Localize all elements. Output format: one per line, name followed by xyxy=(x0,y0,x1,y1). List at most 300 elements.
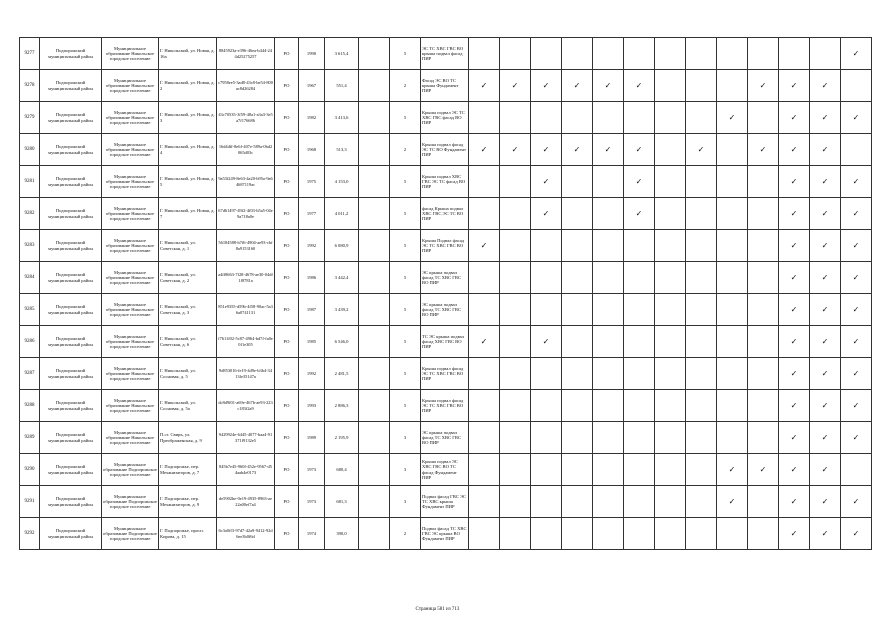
empty-check-cell xyxy=(562,486,593,518)
table-row xyxy=(20,38,872,70)
district-cell: Подпорожский муниципальный район xyxy=(40,390,102,422)
empty-check-cell xyxy=(500,326,531,358)
municipality-cell: Муниципальное образование Подпорожское городское поселение xyxy=(102,486,159,518)
year-cell: 1985 xyxy=(299,326,325,358)
row-number: 9288 xyxy=(20,390,40,422)
empty-check-cell xyxy=(562,326,593,358)
empty-check-cell xyxy=(593,102,624,134)
year-cell: 1989 xyxy=(299,422,325,454)
municipality-cell: Муниципальное образование Никольское городское поселение xyxy=(102,262,159,294)
area-cell: 4 011,2 xyxy=(325,198,359,230)
check-mark-icon: ✓ xyxy=(841,198,872,230)
table-row xyxy=(20,518,872,550)
district-cell: Подпорожский муниципальный район xyxy=(40,38,102,70)
address-cell: П.ст. Свирь, ул. Преображенская, д. 9 xyxy=(159,422,217,454)
empty-check-cell xyxy=(531,486,562,518)
empty-check-cell xyxy=(655,486,686,518)
row-number: 9287 xyxy=(20,358,40,390)
empty-cell xyxy=(359,166,390,198)
row-number: 9279 xyxy=(20,102,40,134)
empty-check-cell xyxy=(655,230,686,262)
empty-check-cell xyxy=(593,390,624,422)
check-mark-icon: ✓ xyxy=(810,70,841,102)
municipality-cell: Муниципальное образование Никольское городское поселение xyxy=(102,198,159,230)
empty-check-cell xyxy=(531,422,562,454)
empty-check-cell xyxy=(469,38,500,70)
work-types-cell: ТС ЭС крыша подвал фасад ХВС ГВС ВО ПИР xyxy=(421,326,469,358)
row-number: 9277 xyxy=(20,38,40,70)
table-row xyxy=(20,390,872,422)
work-types-cell: ЭС ТС ХВС ГВС ВО крыша подвал фасад ПИР xyxy=(421,38,469,70)
empty-cell xyxy=(359,198,390,230)
district-cell: Подпорожский муниципальный район xyxy=(40,166,102,198)
district-cell: Подпорожский муниципальный район xyxy=(40,326,102,358)
empty-check-cell xyxy=(624,262,655,294)
municipality-cell: Муниципальное образование Никольское городское поселение xyxy=(102,102,159,134)
work-types-cell: Фасад ЭС ВО ТС крыша Фундамент ПИР xyxy=(421,70,469,102)
empty-check-cell xyxy=(841,454,872,486)
address-cell: Г. Никольский, ул. Сосновая, д. 5 xyxy=(159,358,217,390)
empty-check-cell xyxy=(500,166,531,198)
empty-check-cell xyxy=(531,390,562,422)
empty-check-cell xyxy=(748,102,779,134)
row-number: 9285 xyxy=(20,294,40,326)
address-cell: Г. Никольский, ул. Советская, д. 2 xyxy=(159,262,217,294)
empty-check-cell xyxy=(748,198,779,230)
work-types-cell: Крыша подвал фасад ЭС ТС ХВС ГВС ВО ПИР xyxy=(421,390,469,422)
check-mark-icon: ✓ xyxy=(810,454,841,486)
work-types-cell: Крыша подвал ЭС ХВС ГВС ВО ТС фасад Фундамент ПИР xyxy=(421,454,469,486)
area-cell: 6 546,0 xyxy=(325,326,359,358)
floors-cell: 5 xyxy=(390,102,421,134)
empty-cell xyxy=(359,134,390,166)
type-cell: РО xyxy=(275,70,299,102)
year-cell: 1990 xyxy=(299,38,325,70)
district-cell: Подпорожский муниципальный район xyxy=(40,518,102,550)
work-types-cell: ЭС крыша подвал фасад ТС ХВС ГВС ВО ПИР xyxy=(421,294,469,326)
check-mark-icon: ✓ xyxy=(469,326,500,358)
empty-check-cell xyxy=(748,486,779,518)
empty-check-cell xyxy=(500,454,531,486)
building-id-cell: 56184588-b7f6-4904-ae93-cbf8a9153160 xyxy=(217,230,275,262)
row-number: 9283 xyxy=(20,230,40,262)
empty-check-cell xyxy=(531,262,562,294)
empty-check-cell xyxy=(686,326,717,358)
row-number: 9278 xyxy=(20,70,40,102)
empty-check-cell xyxy=(655,262,686,294)
check-mark-icon: ✓ xyxy=(593,134,624,166)
address-cell: Г. Никольский, ул. Новая, д. 16а xyxy=(159,38,217,70)
empty-check-cell xyxy=(500,422,531,454)
empty-check-cell xyxy=(748,326,779,358)
area-cell: 680,4 xyxy=(325,454,359,486)
empty-check-cell xyxy=(624,422,655,454)
table-row xyxy=(20,198,872,230)
building-id-cell: de5902be-0e19-4935-8963-ae22a00ef7a4 xyxy=(217,486,275,518)
empty-check-cell xyxy=(531,102,562,134)
check-mark-icon: ✓ xyxy=(469,70,500,102)
empty-check-cell xyxy=(655,102,686,134)
check-mark-icon: ✓ xyxy=(531,326,562,358)
floors-cell: 5 xyxy=(390,390,421,422)
empty-check-cell xyxy=(500,390,531,422)
district-cell: Подпорожский муниципальный район xyxy=(40,454,102,486)
empty-check-cell xyxy=(500,102,531,134)
table-row xyxy=(20,166,872,198)
address-cell: Г. Никольский, ул. Советская, д. 1 xyxy=(159,230,217,262)
check-mark-icon: ✓ xyxy=(531,134,562,166)
check-mark-icon: ✓ xyxy=(500,134,531,166)
empty-check-cell xyxy=(593,166,624,198)
check-mark-icon: ✓ xyxy=(841,102,872,134)
check-mark-icon: ✓ xyxy=(779,326,810,358)
empty-cell xyxy=(359,70,390,102)
empty-check-cell xyxy=(562,262,593,294)
check-mark-icon: ✓ xyxy=(779,70,810,102)
empty-check-cell xyxy=(717,518,748,550)
check-mark-icon: ✓ xyxy=(686,134,717,166)
empty-cell xyxy=(359,294,390,326)
check-mark-icon: ✓ xyxy=(841,518,872,550)
address-cell: Г. Никольский, ул. Новая, д. 3 xyxy=(159,102,217,134)
empty-check-cell xyxy=(624,102,655,134)
municipality-cell: Муниципальное образование Никольское городское поселение xyxy=(102,358,159,390)
empty-check-cell xyxy=(624,38,655,70)
empty-check-cell xyxy=(593,198,624,230)
empty-check-cell xyxy=(469,454,500,486)
building-id-cell: 9429924e-6445-4077-baa4-91371f9132e5 xyxy=(217,422,275,454)
floors-cell: 5 xyxy=(390,326,421,358)
empty-check-cell xyxy=(655,518,686,550)
district-cell: Подпорожский муниципальный район xyxy=(40,486,102,518)
district-cell: Подпорожский муниципальный район xyxy=(40,198,102,230)
municipality-cell: Муниципальное образование Никольское городское поселение xyxy=(102,166,159,198)
empty-cell xyxy=(359,454,390,486)
empty-check-cell xyxy=(686,70,717,102)
check-mark-icon: ✓ xyxy=(810,390,841,422)
row-number: 9291 xyxy=(20,486,40,518)
row-number: 9290 xyxy=(20,454,40,486)
type-cell: РО xyxy=(275,390,299,422)
address-cell: Г. Никольский, ул. Новая, д. 2 xyxy=(159,70,217,102)
address-cell: Г. Никольский, ул. Советская, д. 6 xyxy=(159,326,217,358)
table-row xyxy=(20,134,872,166)
empty-check-cell xyxy=(500,198,531,230)
empty-check-cell xyxy=(562,102,593,134)
check-mark-icon: ✓ xyxy=(531,198,562,230)
type-cell: РО xyxy=(275,294,299,326)
empty-check-cell xyxy=(748,38,779,70)
check-mark-icon: ✓ xyxy=(779,198,810,230)
empty-check-cell xyxy=(686,102,717,134)
type-cell: РО xyxy=(275,198,299,230)
area-cell: 551,4 xyxy=(325,70,359,102)
empty-check-cell xyxy=(686,294,717,326)
check-mark-icon: ✓ xyxy=(748,70,779,102)
empty-check-cell xyxy=(624,454,655,486)
table-row xyxy=(20,454,872,486)
empty-check-cell xyxy=(593,230,624,262)
district-cell: Подпорожский муниципальный район xyxy=(40,134,102,166)
check-mark-icon: ✓ xyxy=(624,70,655,102)
empty-check-cell xyxy=(500,262,531,294)
row-number: 9281 xyxy=(20,166,40,198)
empty-check-cell xyxy=(717,326,748,358)
row-number: 9289 xyxy=(20,422,40,454)
area-cell: 2 886,3 xyxy=(325,390,359,422)
address-cell: Г. Подпорожье, просп. Кирова, д. 15 xyxy=(159,518,217,550)
building-id-cell: f7611f02-5c87-4964-bd7f-fa0e0f1e305 xyxy=(217,326,275,358)
type-cell: РО xyxy=(275,454,299,486)
address-cell: Г. Никольский, ул. Новая, д. 7 xyxy=(159,198,217,230)
work-types-cell: Крыша подвал ЭС ТС ХВС ГВС фасад ВО ПИР xyxy=(421,102,469,134)
row-number: 9286 xyxy=(20,326,40,358)
municipality-cell: Муниципальное образование Никольское городское поселение xyxy=(102,422,159,454)
check-mark-icon: ✓ xyxy=(779,166,810,198)
area-cell: 390,0 xyxy=(325,518,359,550)
building-id-cell: 16d4dff-8e6f-407e-589a-0bd2065d03c xyxy=(217,134,275,166)
check-mark-icon: ✓ xyxy=(624,134,655,166)
check-mark-icon: ✓ xyxy=(810,198,841,230)
check-mark-icon: ✓ xyxy=(562,134,593,166)
year-cell: 1973 xyxy=(299,486,325,518)
empty-check-cell xyxy=(748,294,779,326)
empty-check-cell xyxy=(717,390,748,422)
type-cell: РО xyxy=(275,358,299,390)
check-mark-icon: ✓ xyxy=(810,294,841,326)
check-mark-icon: ✓ xyxy=(841,358,872,390)
check-mark-icon: ✓ xyxy=(810,262,841,294)
area-cell: 681,3 xyxy=(325,486,359,518)
building-id-cell: 67d61497-49f2-4f03-b5a5-04e9a718a0e xyxy=(217,198,275,230)
check-mark-icon: ✓ xyxy=(779,486,810,518)
year-cell: 1992 xyxy=(299,230,325,262)
table-row xyxy=(20,422,872,454)
empty-check-cell xyxy=(686,38,717,70)
empty-check-cell xyxy=(686,486,717,518)
district-cell: Подпорожский муниципальный район xyxy=(40,102,102,134)
municipality-cell: Муниципальное образование Никольское городское поселение xyxy=(102,230,159,262)
empty-check-cell xyxy=(500,486,531,518)
empty-check-cell xyxy=(562,518,593,550)
empty-cell xyxy=(359,422,390,454)
empty-check-cell xyxy=(717,294,748,326)
empty-check-cell xyxy=(562,390,593,422)
district-cell: Подпорожский муниципальный район xyxy=(40,262,102,294)
check-mark-icon: ✓ xyxy=(779,518,810,550)
check-mark-icon: ✓ xyxy=(779,294,810,326)
empty-check-cell xyxy=(469,102,500,134)
building-id-cell: 851e9355-d59b-4f58-90ac-5a36a0741131 xyxy=(217,294,275,326)
empty-check-cell xyxy=(717,134,748,166)
empty-check-cell xyxy=(593,38,624,70)
area-cell: 3 615,4 xyxy=(325,38,359,70)
check-mark-icon: ✓ xyxy=(841,422,872,454)
empty-cell xyxy=(359,486,390,518)
empty-check-cell xyxy=(624,230,655,262)
check-mark-icon: ✓ xyxy=(624,166,655,198)
floors-cell: 2 xyxy=(390,518,421,550)
type-cell: РО xyxy=(275,134,299,166)
empty-check-cell xyxy=(748,230,779,262)
check-mark-icon: ✓ xyxy=(841,262,872,294)
check-mark-icon: ✓ xyxy=(779,262,810,294)
municipality-cell: Муниципальное образование Никольское городское поселение xyxy=(102,390,159,422)
address-cell: Г. Никольский, ул. Сосновая, д. 5а xyxy=(159,390,217,422)
municipality-cell: Муниципальное образование Никольское городское поселение xyxy=(102,38,159,70)
year-cell: 1993 xyxy=(299,390,325,422)
address-cell: Г. Никольский, ул. Новая, д. 4 xyxy=(159,134,217,166)
empty-check-cell xyxy=(469,518,500,550)
floors-cell: 3 xyxy=(390,486,421,518)
building-id-cell: 845b7e45-960f-452e-9567-d54aab4e0173 xyxy=(217,454,275,486)
empty-check-cell xyxy=(593,294,624,326)
empty-check-cell xyxy=(562,422,593,454)
building-id-cell: 6c3a0ff3-97d7-42a9-9412-92d6ee3b0f6d xyxy=(217,518,275,550)
floors-cell: 5 xyxy=(390,166,421,198)
empty-check-cell xyxy=(469,422,500,454)
check-mark-icon: ✓ xyxy=(624,198,655,230)
check-mark-icon: ✓ xyxy=(841,294,872,326)
floors-cell: 5 xyxy=(390,230,421,262)
empty-check-cell xyxy=(469,294,500,326)
area-cell: 3 439,2 xyxy=(325,294,359,326)
work-types-cell: ЭС крыша подвал фасад ТС ХВС ГВС ВО ПИР xyxy=(421,262,469,294)
area-cell: 3 442,4 xyxy=(325,262,359,294)
empty-check-cell xyxy=(717,230,748,262)
empty-check-cell xyxy=(717,198,748,230)
empty-check-cell xyxy=(593,262,624,294)
check-mark-icon: ✓ xyxy=(779,358,810,390)
check-mark-icon: ✓ xyxy=(810,230,841,262)
empty-check-cell xyxy=(562,166,593,198)
floors-cell: 5 xyxy=(390,358,421,390)
check-mark-icon: ✓ xyxy=(810,326,841,358)
empty-check-cell xyxy=(686,390,717,422)
empty-check-cell xyxy=(593,486,624,518)
empty-check-cell xyxy=(655,454,686,486)
empty-check-cell xyxy=(469,198,500,230)
page-footer: Страница 581 из 713 xyxy=(415,607,460,612)
empty-check-cell xyxy=(655,198,686,230)
check-mark-icon: ✓ xyxy=(841,166,872,198)
work-types-cell: Крыша Подвал фасад ЭС ТС ХВС ГВС ВО ПИР xyxy=(421,230,469,262)
address-cell: Г. Никольский, ул. Новая, д. 5 xyxy=(159,166,217,198)
empty-check-cell xyxy=(593,454,624,486)
address-cell: Г. Подпорожье, пер. Механизаторов, д. 7 xyxy=(159,454,217,486)
floors-cell: 2 xyxy=(390,134,421,166)
empty-check-cell xyxy=(655,38,686,70)
empty-check-cell xyxy=(717,70,748,102)
check-mark-icon: ✓ xyxy=(717,486,748,518)
district-cell: Подпорожский муниципальный район xyxy=(40,358,102,390)
check-mark-icon: ✓ xyxy=(841,486,872,518)
empty-check-cell xyxy=(686,518,717,550)
empty-cell xyxy=(359,518,390,550)
work-types-cell: фасад Крыша подвал ХВС ГВС ЭС ТС ВО ПИР xyxy=(421,198,469,230)
table-row xyxy=(20,262,872,294)
empty-check-cell xyxy=(686,166,717,198)
empty-check-cell xyxy=(593,326,624,358)
empty-check-cell xyxy=(624,358,655,390)
empty-cell xyxy=(359,390,390,422)
empty-check-cell xyxy=(531,454,562,486)
work-types-cell: Крыша подвал фасад ЭС ТС ВО Фундамент ПИР xyxy=(421,134,469,166)
check-mark-icon: ✓ xyxy=(810,102,841,134)
year-cell: 1975 xyxy=(299,166,325,198)
work-types-cell: ЭС крыша подвал фасад ТС ХВС ГВС ВО ПИР xyxy=(421,422,469,454)
district-cell: Подпорожский муниципальный район xyxy=(40,422,102,454)
empty-check-cell xyxy=(655,166,686,198)
empty-check-cell xyxy=(624,390,655,422)
check-mark-icon: ✓ xyxy=(810,166,841,198)
work-types-cell: Крыша подвал фасад ЭС ТС ХВС ГВС ВО ПИР xyxy=(421,358,469,390)
check-mark-icon: ✓ xyxy=(810,422,841,454)
empty-check-cell xyxy=(562,358,593,390)
check-mark-icon: ✓ xyxy=(810,518,841,550)
empty-check-cell xyxy=(748,262,779,294)
check-mark-icon: ✓ xyxy=(531,70,562,102)
check-mark-icon: ✓ xyxy=(469,134,500,166)
check-mark-icon: ✓ xyxy=(717,454,748,486)
check-mark-icon: ✓ xyxy=(779,454,810,486)
address-cell: Г. Подпорожье, пер. Механизаторов, д. 9 xyxy=(159,486,217,518)
check-mark-icon: ✓ xyxy=(841,230,872,262)
empty-check-cell xyxy=(748,518,779,550)
year-cell: 1987 xyxy=(299,294,325,326)
empty-cell xyxy=(359,326,390,358)
empty-check-cell xyxy=(593,422,624,454)
type-cell: РО xyxy=(275,102,299,134)
empty-check-cell xyxy=(717,422,748,454)
row-number: 9284 xyxy=(20,262,40,294)
table-row xyxy=(20,486,872,518)
check-mark-icon: ✓ xyxy=(810,134,841,166)
area-cell: 3 413,6 xyxy=(325,102,359,134)
empty-check-cell xyxy=(500,518,531,550)
check-mark-icon: ✓ xyxy=(562,70,593,102)
check-mark-icon: ✓ xyxy=(841,390,872,422)
empty-check-cell xyxy=(655,70,686,102)
floors-cell: 3 xyxy=(390,422,421,454)
empty-check-cell xyxy=(686,358,717,390)
check-mark-icon: ✓ xyxy=(779,134,810,166)
empty-check-cell xyxy=(748,390,779,422)
year-cell: 1986 xyxy=(299,262,325,294)
empty-check-cell xyxy=(562,294,593,326)
table-row xyxy=(20,294,872,326)
empty-cell xyxy=(359,230,390,262)
empty-check-cell xyxy=(810,38,841,70)
register-table xyxy=(19,37,872,550)
district-cell: Подпорожский муниципальный район xyxy=(40,70,102,102)
floors-cell: 5 xyxy=(390,262,421,294)
empty-check-cell xyxy=(748,358,779,390)
table-row xyxy=(20,70,872,102)
empty-check-cell xyxy=(500,358,531,390)
year-cell: 1974 xyxy=(299,518,325,550)
empty-check-cell xyxy=(717,358,748,390)
empty-check-cell xyxy=(624,326,655,358)
empty-cell xyxy=(359,38,390,70)
building-id-cell: 43c70535-3f59-48a1-a3a3-3e5a7f176686 xyxy=(217,102,275,134)
check-mark-icon: ✓ xyxy=(779,102,810,134)
empty-check-cell xyxy=(655,134,686,166)
check-mark-icon: ✓ xyxy=(810,358,841,390)
empty-check-cell xyxy=(748,166,779,198)
empty-check-cell xyxy=(655,422,686,454)
check-mark-icon: ✓ xyxy=(748,134,779,166)
